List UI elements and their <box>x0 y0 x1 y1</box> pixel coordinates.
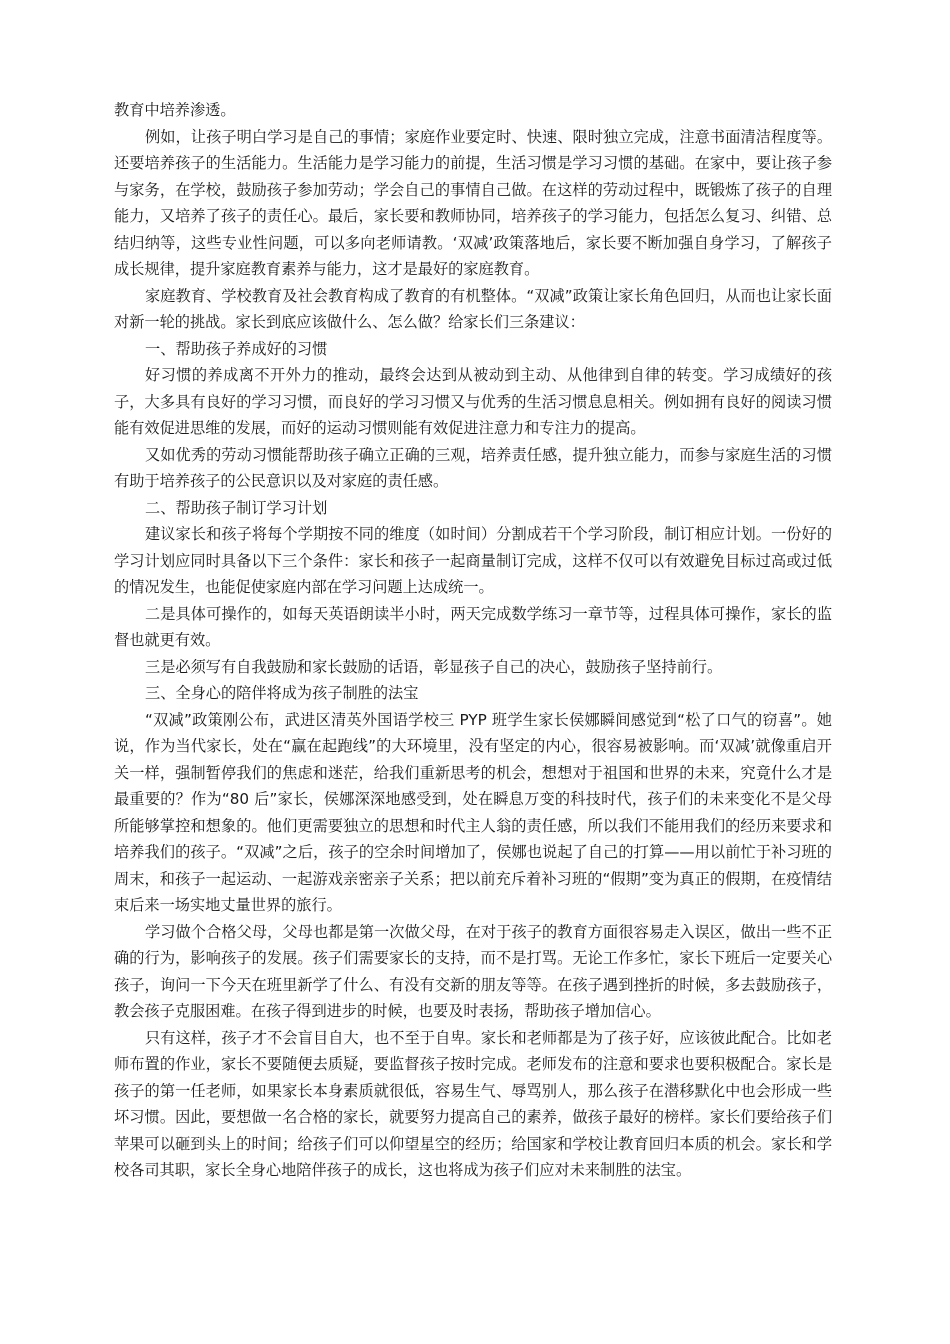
paragraph: 例如，让孩子明白学习是自己的事情；家庭作业要定时、快速、限时独立完成，注意书面清洁程度等。还要培养孩子的生活能力。生活能力是学习能力的前提，生活习惯是学习习惯的基础。在家中，要让孩子参与家务，在学校，鼓励孩子参加劳动；学会自己的事情自己做。在这样的劳动过程中，既锻炼了孩子的自理能力，又培养了孩子的责任心。最后，家长要和教师协同，培养孩子的学习能力，包括怎么复习、纠错、总结归纳等，这些专业性问题，可以多向老师请教。‘双减’政策落地后，家长要不断加强自身学习，了解孩子成长规律，提升家庭教育素养与能力，这才是最好的家庭教育。 <box>114 127 832 278</box>
paragraph: 只有这样，孩子才不会盲目自大，也不至于自卑。家长和老师都是为了孩子好，应该彼此配合。比如老师布置的作业，家长不要随便去质疑，要监督孩子按时完成。老师发布的注意和要求也要积极配合。家长是孩子的第一任老师，如果家长本身素质就很低，容易生气、辱骂别人，那么孩子在潜移默化中也会形成一些坏习惯。因此，要想做一名合格的家长，就要努力提高自己的素养，做孩子最好的榜样。家长们要给孩子们苹果可以砸到头上的时间；给孩子们可以仰望星空的经历；给国家和学校让教育回归本质的机会。家长和学校各司其职，家长全身心地陪伴孩子的成长，这也将成为孩子们应对未来制胜的法宝。 <box>114 1028 832 1179</box>
section-heading: 三、全身心的陪伴将成为孩子制胜的法宝 <box>145 684 419 702</box>
paragraph: 二是具体可操作的，如每天英语朗读半小时，两天完成数学练习一章节等，过程具体可操作，家长的监督也就更有效。 <box>114 604 832 649</box>
paragraph: 三是必须写有自我鼓励和家长鼓励的话语，彰显孩子自己的决心，鼓励孩子坚持前行。 <box>145 657 723 676</box>
paragraph: 学习做个合格父母，父母也都是第一次做父母，在对于孩子的教育方面很容易走入误区，做出一些不正确的行为，影响孩子的发展。孩子们需要家长的支持，而不是打骂。无论工作多忙，家长下班后一定要关心孩子，询问一下今天在班里新学了什么、有没有交新的朋友等等。在孩子遇到挫折的时候，多去鼓励孩子，教会孩子克服困难。在孩子得到进步的时候，也要及时表扬，帮助孩子增加信心。 <box>114 922 832 1020</box>
paragraph: “双减”政策刚公布，武进区清英外国语学校三 PYP 班学生家长侯娜瞬间感觉到“松了口气的窃喜”。她说，作为当代家长，处在“赢在起跑线”的大环境里，没有坚定的内心，很容易被影响。而‘双减’就像重启开关一样，强制暂停我们的焦虑和迷茫，给我们重新思考的机会，想想对于祖国和世界的未来，究竟什么才是最重要的？作为“80 后”家长，侯娜深深地感受到，处在瞬息万变的科技时代，孩子们的未来变化不是父母所能够掌控和想象的。他们更需要独立的思想和时代主人翁的责任感，所以我们不能用我们的经历来要求和培养我们的孩子。“双减”之后，孩子的空余时间增加了，侯娜也说起了自己的打算——用以前忙于补习班的周末，和孩子一起运动、一起游戏亲密亲子关系；把以前充斥着补习班的“假期”变为真正的假期，在疫情结束后来一场实地丈量世界的旅行。 <box>114 710 832 914</box>
section-heading: 一、帮助孩子养成好的习惯 <box>145 339 328 358</box>
paragraph: 家庭教育、学校教育及社会教育构成了教育的有机整体。“双减”政策让家长角色回归，从而也让家长面对新一轮的挑战。家长到底应该做什么、怎么做？给家长们三条建议： <box>114 286 832 331</box>
paragraph: 教育中培养渗透。 <box>114 101 236 119</box>
section-heading: 二、帮助孩子制订学习计划 <box>145 498 328 517</box>
document-body <box>114 97 832 1184</box>
paragraph: 建议家长和孩子将每个学期按不同的维度（如时间）分割成若干个学习阶段，制订相应计划。一份好的学习计划应同时具备以下三个条件：家长和孩子一起商量制订完成，这样不仅可以有效避免目标过高或过低的情况发生，也能促使家庭内部在学习问题上达成统一。 <box>114 525 832 596</box>
paragraph: 又如优秀的劳动习惯能帮助孩子确立正确的三观，培养责任感，提升独立能力，而参与家庭生活的习惯有助于培养孩子的公民意识以及对家庭的责任感。 <box>114 445 832 490</box>
paragraph: 好习惯的养成离不开外力的推动，最终会达到从被动到主动、从他律到自律的转变。学习成绩好的孩子，大多具有良好的学习习惯，而良好的学习习惯又与优秀的生活习惯息息相关。例如拥有良好的阅读习惯能有效促进思维的发展，而好的运动习惯则能有效促进注意力和专注力的提高。 <box>114 366 832 437</box>
